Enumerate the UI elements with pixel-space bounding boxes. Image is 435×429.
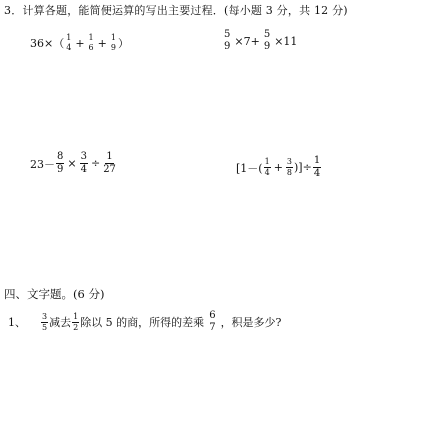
numerator: 1 [66, 33, 72, 42]
fraction [80, 152, 88, 175]
problem-1-lead: 36×（ [30, 37, 65, 50]
numerator: 1 [264, 157, 270, 166]
section-4-header: 四、文字题。(6 分) [4, 287, 105, 301]
fraction [313, 156, 321, 179]
question-text: ，积是多少? [220, 316, 282, 329]
denominator: 5 [42, 322, 48, 332]
problem-4-mid: )]÷ [294, 161, 312, 174]
fraction [264, 158, 271, 177]
question-number: 1、 [8, 316, 26, 329]
operator: + [273, 161, 283, 174]
denominator: 4 [264, 168, 270, 177]
fraction [263, 30, 271, 52]
numerator: 1 [313, 155, 321, 166]
numerator: 5 [224, 29, 231, 40]
problem-1 [30, 34, 129, 52]
fraction [56, 152, 64, 175]
fraction [103, 152, 116, 175]
denominator: 9 [224, 41, 231, 52]
denominator: 9 [110, 43, 116, 52]
problem-3-lead: 23－ [30, 157, 55, 171]
numerator: 1 [106, 151, 113, 162]
section-3-header: 3．计算各题，能简便运算的写出主要过程．(每小题 3 分，共 12 分) [4, 4, 348, 17]
numerator: 1 [73, 311, 79, 321]
fraction [223, 30, 231, 52]
fraction [72, 313, 79, 332]
denominator: 8 [286, 168, 292, 177]
denominator: 9 [57, 164, 64, 175]
denominator: 4 [313, 168, 321, 179]
operator: + [97, 36, 107, 50]
numerator: 1 [88, 33, 94, 42]
numerator: 5 [263, 29, 271, 40]
problem-2-mid: ×7+ [234, 34, 260, 48]
question-text: 除以 5 的商，所得的差乘 [80, 316, 205, 329]
operator: + [75, 36, 85, 50]
denominator: 27 [103, 164, 116, 175]
operator: × [67, 157, 77, 170]
denominator: 9 [263, 41, 271, 52]
numerator: 6 [209, 310, 216, 321]
fraction [208, 311, 216, 333]
denominator: 4 [80, 164, 87, 175]
fraction [88, 34, 95, 52]
numerator: 1 [110, 33, 116, 42]
numerator: 3 [286, 157, 292, 166]
problem-3 [30, 152, 117, 175]
problem-4 [236, 156, 322, 179]
denominator: 4 [66, 43, 72, 52]
problem-1-tail: ） [117, 37, 129, 50]
fraction [65, 34, 72, 52]
fraction [110, 34, 117, 52]
operator: ÷ [90, 157, 101, 170]
fraction [41, 313, 48, 332]
word-problem-1 [8, 311, 281, 333]
problem-2-tail: ×11 [274, 34, 298, 48]
denominator: 7 [209, 322, 216, 333]
question-text: 减去 [49, 316, 72, 329]
numerator: 8 [57, 151, 64, 162]
denominator: 6 [88, 43, 94, 52]
problem-4-lead: [1－( [236, 161, 263, 175]
numerator: 3 [80, 151, 87, 162]
fraction [286, 158, 293, 177]
denominator: 2 [73, 322, 79, 332]
numerator: 3 [42, 311, 48, 321]
problem-2 [222, 30, 299, 52]
